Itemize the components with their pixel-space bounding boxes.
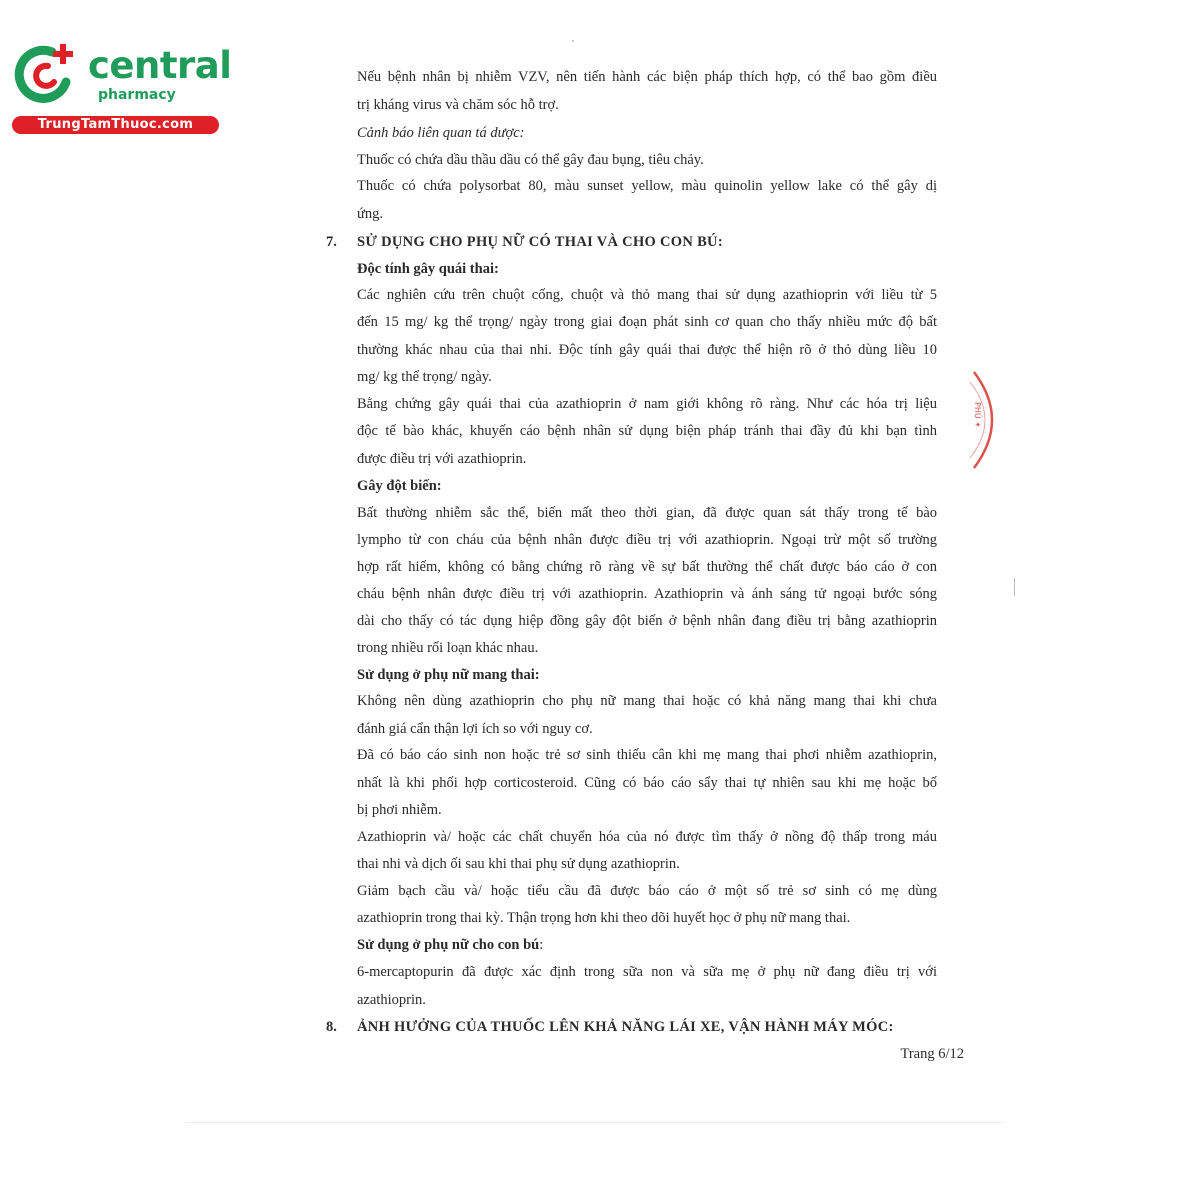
text-line: bị phơi nhiễm.	[357, 802, 442, 818]
text-line: azathioprin trong thai kỳ. Thận trọng hơn khi theo dõi huyết học ở phụ nữ mang thai.	[357, 910, 851, 926]
text-line: Azathioprin và/ hoặc các chất chuyển hóa của nó được tìm thấy ở nồng độ thấp trong máu	[357, 829, 937, 845]
section-title: SỬ DỤNG CHO PHỤ NỮ CÓ THAI VÀ CHO CON BÚ:	[357, 234, 723, 250]
red-stamp-fragment	[962, 370, 1002, 470]
text-line: Không nên dùng azathioprin cho phụ nữ mang thai hoặc có khả năng mang thai khi chưa	[357, 693, 937, 709]
text-line: ứng.	[357, 206, 383, 222]
text-line: cháu bệnh nhân được điều trị với azathioprin. Azathioprin và ánh sáng tử ngoại bước sóng	[357, 586, 937, 602]
subheading-colon: :	[539, 937, 544, 953]
subheading: Cảnh báo liên quan tá dược:	[357, 125, 525, 141]
subheading: Sử dụng ở phụ nữ cho con bú	[357, 937, 540, 953]
text-line: hợp rất hiếm, không có bằng chứng rõ ràng về sự bất thường thể chất được báo cáo ở con	[357, 559, 937, 575]
text-line: được điều trị với azathioprin.	[357, 451, 527, 467]
section-number: 8.	[326, 1019, 337, 1035]
text-line: trong nhiều rối loạn khác nhau.	[357, 640, 539, 656]
text-line: độc tế bào khác, khuyến cáo bệnh nhân sử dụng biện pháp tránh thai đầy đủ khi bạn tình	[357, 423, 937, 439]
stamp-text: PHÚ ✶	[973, 402, 982, 428]
text-line: thường khác nhau của thai nhi. Độc tính gây quái thai được thể hiện rõ ở thỏ dùng liều 10	[357, 342, 937, 358]
text-line: mg/ kg thể trọng/ ngày.	[357, 369, 492, 385]
scan-edge-mark	[1014, 578, 1015, 596]
scan-bottom-edge	[185, 1122, 1005, 1123]
text-line: lympho từ con cháu của bệnh nhân được điều trị với azathioprin. Ngoại trừ một số trường	[357, 532, 937, 548]
text-line: Nếu bệnh nhân bị nhiễm VZV, nên tiến hành các biện pháp thích hợp, có thể bao gồm điều	[357, 69, 937, 85]
text-line: đánh giá cẩn thận lợi ích so với nguy cơ.	[357, 721, 593, 737]
text-line: Đã có báo cáo sinh non hoặc trẻ sơ sinh thiếu cân khi mẹ mang thai phơi nhiễm azathioprin,	[357, 747, 937, 763]
text-line: thai nhi và dịch ối sau khi thai phụ sử dụng azathioprin.	[357, 856, 680, 872]
text-line: trị kháng virus và chăm sóc hỗ trợ.	[357, 97, 559, 113]
text-line: dài cho thấy có tác dụng hiệp đồng gây đột biến ở bệnh nhân đang điều trị bằng azathioprin	[357, 613, 937, 629]
text-line: Bằng chứng gây quái thai của azathioprin ở nam giới không rõ ràng. Như các hóa trị liệu	[357, 396, 937, 412]
logo-site-banner: TrungTamThuoc.com	[12, 116, 219, 134]
text-line: 6-mercaptopurin đã được xác định trong sữa non và sữa mẹ ở phụ nữ đang điều trị với	[357, 964, 937, 980]
text-line: nhất là khi phối hợp corticosteroid. Cũng có báo cáo sẩy thai tự nhiên sau khi mẹ hoặc bố	[357, 775, 937, 791]
text-line: Giảm bạch cầu và/ hoặc tiểu cầu đã được báo cáo ở một số trẻ sơ sinh có mẹ dùng	[357, 883, 937, 899]
subheading: Độc tính gây quái thai:	[357, 261, 499, 277]
text-line: đến 15 mg/ kg thể trọng/ ngày trong giai đoạn phát sinh cơ quan cho thấy nhiều mức độ bất	[357, 314, 937, 330]
section-title: ẢNH HƯỞNG CỦA THUỐC LÊN KHẢ NĂNG LÁI XE, VẬN HÀNH MÁY MÓC:	[357, 1019, 894, 1035]
page-number: Trang 6/12	[900, 1046, 964, 1062]
subheading: Sử dụng ở phụ nữ mang thai:	[357, 667, 540, 683]
text-line: Bất thường nhiễm sắc thể, biến mất theo thời gian, đã được quan sát thấy trong tế bào	[357, 505, 937, 521]
section-number: 7.	[326, 234, 337, 250]
logo-sub-text: pharmacy	[98, 87, 176, 103]
subheading: Gây đột biến:	[357, 478, 442, 494]
text-line: Thuốc có chứa polysorbat 80, màu sunset yellow, màu quinolin yellow lake có thể gây dị	[357, 178, 937, 194]
text-line: azathioprin.	[357, 992, 426, 1008]
text-line: Thuốc có chứa dầu thầu dầu có thể gây đau bụng, tiêu chảy.	[357, 152, 704, 168]
subheading-row	[357, 935, 937, 955]
text-line: Các nghiên cứu trên chuột cống, chuột và thỏ mang thai sử dụng azathioprin với liều từ 5	[357, 287, 937, 303]
logo-brand-text: central	[88, 44, 232, 87]
